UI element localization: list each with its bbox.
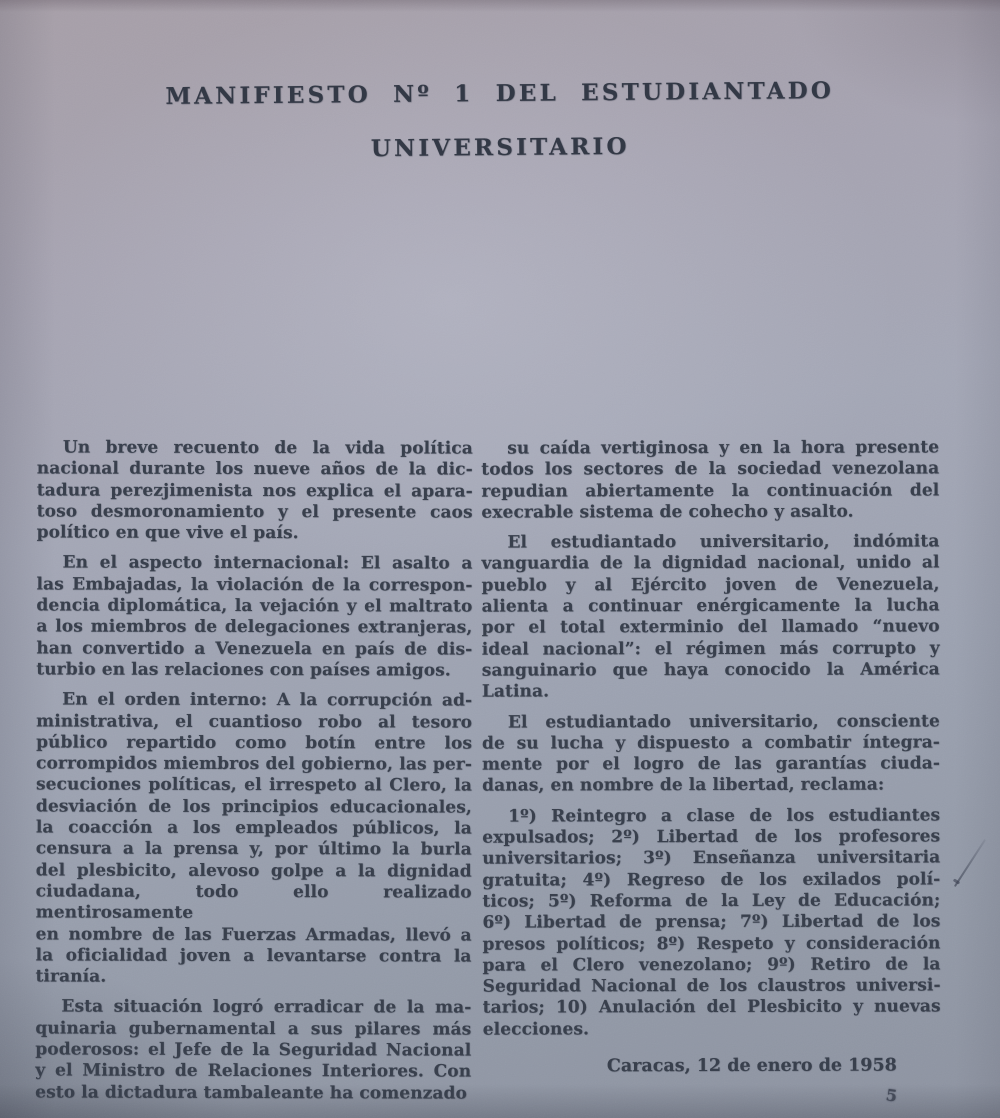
text-line: desviación de los principios educacionales,: [35, 796, 472, 818]
text-line: todos los sectores de la sociedad venezolana: [481, 458, 940, 480]
text-line: elecciones.: [482, 1019, 590, 1040]
scratch-stroke: [954, 839, 986, 887]
text-line: nacional durante los nueve años de la dic-: [36, 458, 473, 480]
text-line: las Embajadas, la violación de la correspon-: [36, 574, 473, 596]
text-line: toso desmoronamiento y el presente caos: [36, 501, 473, 523]
text-line: Esta situación logró erradicar de la ma-: [61, 996, 472, 1018]
text-line: El estudiantado universitario, indómita: [507, 531, 940, 553]
text-line: ciudadana, todo ello realizado mentirosamente: [35, 881, 472, 924]
text-line: danas, en nombre de la libertad, reclama:: [482, 774, 885, 797]
paragraph: [37, 437, 473, 545]
text-line: turbio en las relaciones con países amigos.: [36, 659, 451, 681]
text-line: El estudiantado universitario, consciente: [507, 710, 940, 733]
text-line: político en que vive el país.: [36, 522, 299, 544]
text-line: su caída vertiginosa y en la hora presente: [507, 437, 940, 459]
right-text-column: [481, 437, 941, 1077]
text-line: de su lucha y dispuesto a combatir íntegra-: [481, 732, 940, 754]
text-line: repudian abiertamente la continuación del: [481, 479, 940, 502]
text-line: para el Clero venezolano; 9º) Retiro de la: [482, 954, 941, 976]
text-line: por el total exterminio del llamado “nuevo: [481, 616, 940, 638]
text-line: la oficialidad joven a levantarse contra la: [35, 945, 472, 967]
text-line: han convertido a Venezuela en país de dis-: [36, 638, 473, 660]
text-line: secuciones políticas, el irrespeto al Clero, la: [35, 774, 472, 797]
text-line: del plesbicito, alevoso golpe a la dignidad: [35, 860, 472, 882]
text-line: alienta a continuar enérgicamente la lucha: [481, 595, 940, 617]
text-line: poderosos: el Jefe de la Seguridad Nacional: [35, 1039, 472, 1061]
title-line-2: UNIVERSITARIO: [370, 132, 630, 163]
text-line: pueblo y al Ejército joven de Venezuela,: [481, 574, 940, 596]
document-title: [0, 76, 1000, 166]
text-line: dencia diplomática, la vejación y el maltrato: [36, 595, 473, 617]
text-line: en nombre de las Fuerzas Armadas, llevó a: [35, 923, 472, 946]
paragraph: [481, 532, 939, 704]
text-line: En el orden interno: A la corrupción ad-: [62, 689, 473, 711]
text-line: tarios; 10) Anulación del Plesbicito y nuevas: [482, 996, 941, 1019]
scratch-tip: [953, 878, 961, 884]
text-line: universitarios; 3º) Enseñanza universitaria: [482, 847, 941, 869]
text-line: censura a la prensa y, por último la burla: [35, 838, 472, 860]
pen-scratch-mark: [952, 838, 990, 888]
text-line: 6º) Libertad de prensa; 7º) Libertad de los: [482, 911, 941, 933]
text-line: a los miembros de delegaciones extranjeras,: [36, 616, 473, 638]
text-line: Latina.: [481, 681, 550, 702]
text-line: ticos; 5º) Reforma de la Ley de Educación;: [482, 890, 941, 912]
text-line: mente por el logro de las garantías ciuda-: [481, 753, 941, 775]
text-line: y el Ministro de Relaciones Interiores. Con: [35, 1060, 472, 1082]
text-line: sanguinario que haya conocido la América: [481, 659, 940, 681]
text-line: execrable sistema de cohecho y asalto.: [481, 501, 854, 523]
text-line: Un breve recuento de la vida política: [62, 437, 473, 459]
text-line: quinaria gubernamental a sus pilares más: [35, 1018, 472, 1040]
text-line: 1º) Reintegro a clase de los estudiantes: [508, 805, 941, 827]
paragraph: [482, 805, 941, 1040]
text-line: ministrativa, el cuantioso robo al tesoro: [36, 710, 473, 733]
text-line: gratuita; 4º) Regreso de los exilados polí-: [482, 869, 941, 891]
paragraph: [36, 553, 472, 682]
text-line: ideal nacional”: el régimen más corrupto y: [481, 638, 940, 660]
left-text-column: [35, 437, 473, 1113]
text-line: esto la dictadura tambaleante ha comenzado: [35, 1082, 468, 1104]
text-line: presos políticos; 8º) Respeto y consideración: [482, 932, 941, 955]
paragraph: [481, 437, 939, 523]
dateline: Caracas, 12 de enero de 1958: [606, 1055, 897, 1077]
text-line: la coacción a los empleados públicos, la: [35, 817, 472, 839]
text-line: tadura perezjimenista nos explica el apara-: [36, 480, 473, 502]
title-line-1: MANIFIESTO Nº 1 DEL ESTUDIANTADO: [165, 77, 835, 110]
paragraph: [35, 997, 471, 1105]
page-number: 5: [884, 1085, 899, 1106]
text-line: vanguardia de la dignidad nacional, unido al: [481, 552, 940, 575]
text-line: Seguridad Nacional de los claustros universi-: [482, 975, 941, 997]
text-line: tiranía.: [35, 966, 107, 987]
paragraph: [35, 690, 472, 989]
text-line: expulsados; 2º) Libertad de los profesores: [482, 826, 941, 848]
text-line: público repartido como botín entre los: [36, 732, 473, 754]
paragraph: [482, 711, 940, 797]
text-line: corrompidos miembros del gobierno, las per-: [36, 753, 473, 775]
text-line: En el aspecto internacional: El asalto a: [62, 552, 473, 575]
